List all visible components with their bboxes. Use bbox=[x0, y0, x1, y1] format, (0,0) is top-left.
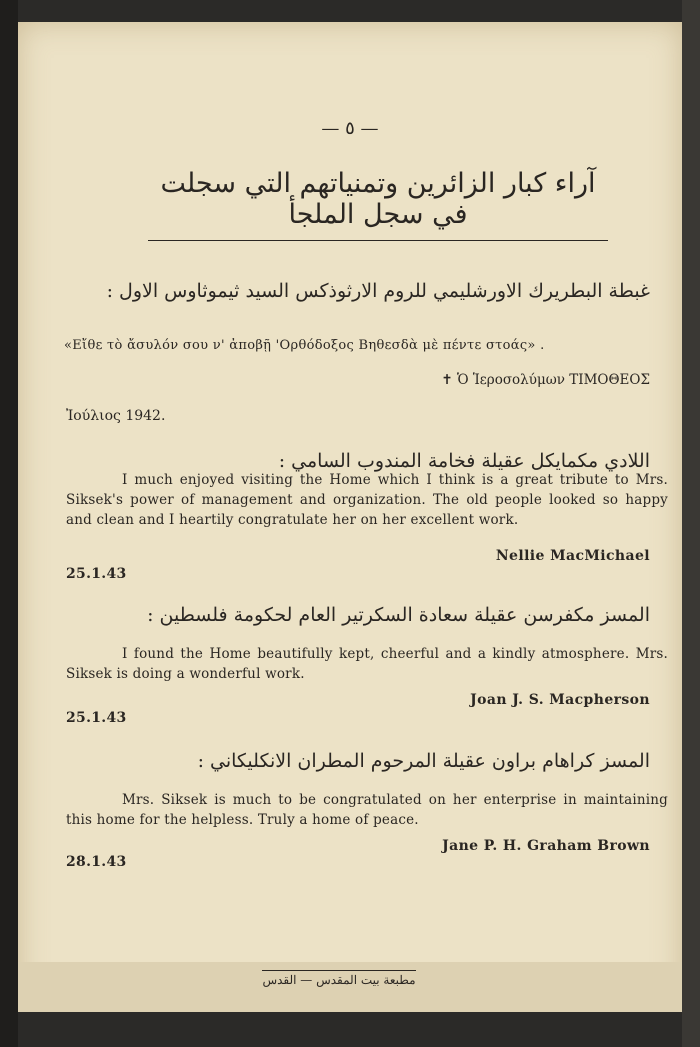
book-binding bbox=[0, 0, 18, 1047]
entry-2-date: 25.1.43 bbox=[66, 566, 127, 582]
page-number: — ٥ — bbox=[321, 118, 379, 139]
entry-4-intro: المسز كراهام براون عقيلة المرحوم المطران الانكليكاني : bbox=[197, 750, 650, 772]
entry-1-signer: ✝ Ὁ Ἱεροσολύμων ΤΙΜΟΘΕΟΣ bbox=[441, 372, 650, 388]
entry-2-text: I much enjoyed visiting the Home which I think is a great tribute to Mrs. Siksek's power of management and organization. The old people looked so happy and clean and I heartily congratulate her on her excellent work. bbox=[66, 472, 668, 528]
entry-3-signer: Joan J. S. Macpherson bbox=[470, 692, 650, 708]
entry-4-signer: Jane P. H. Graham Brown bbox=[442, 838, 650, 854]
entry-1-intro: غبطة البطريرك الاورشليمي للروم الارثوذكس السيد ثيموثاوس الاول : bbox=[106, 280, 650, 302]
entry-4-text: Mrs. Siksek is much to be congratulated on her enterprise in maintaining this home for the helpless. Truly a home of peace. bbox=[66, 792, 668, 828]
entry-3-intro: المسز مكفرسن عقيلة سعادة السكرتير العام لحكومة فلسطين : bbox=[147, 604, 650, 626]
page-title: آراء كبار الزائرين وتمنياتهم التي سجلت في سجل الملجأ bbox=[148, 168, 608, 241]
entry-3-text: I found the Home beautifully kept, cheerful and a kindly atmosphere. Mrs. Siksek is doing a wonderful work. bbox=[66, 646, 668, 682]
entry-2-intro: اللادي مكمايكل عقيلة فخامة المندوب السامي : bbox=[278, 450, 650, 472]
entry-4-date: 28.1.43 bbox=[66, 854, 127, 870]
entry-1-quote: «Εἴθε τὸ ἄσυλόν σου ν' ἀποβῇ 'Ορθόδοξος Βηθεσδὰ μὲ πέντε στοάς» . bbox=[64, 338, 545, 353]
printer-footer: مطبعة بيت المقدس — القدس bbox=[262, 970, 416, 987]
page-edge bbox=[682, 0, 700, 1047]
entry-2-signer: Nellie MacMichael bbox=[495, 548, 650, 564]
document-page bbox=[18, 22, 682, 1012]
entry-1-date: Ἰούλιος 1942. bbox=[66, 408, 166, 424]
entry-3-date: 25.1.43 bbox=[66, 710, 127, 726]
